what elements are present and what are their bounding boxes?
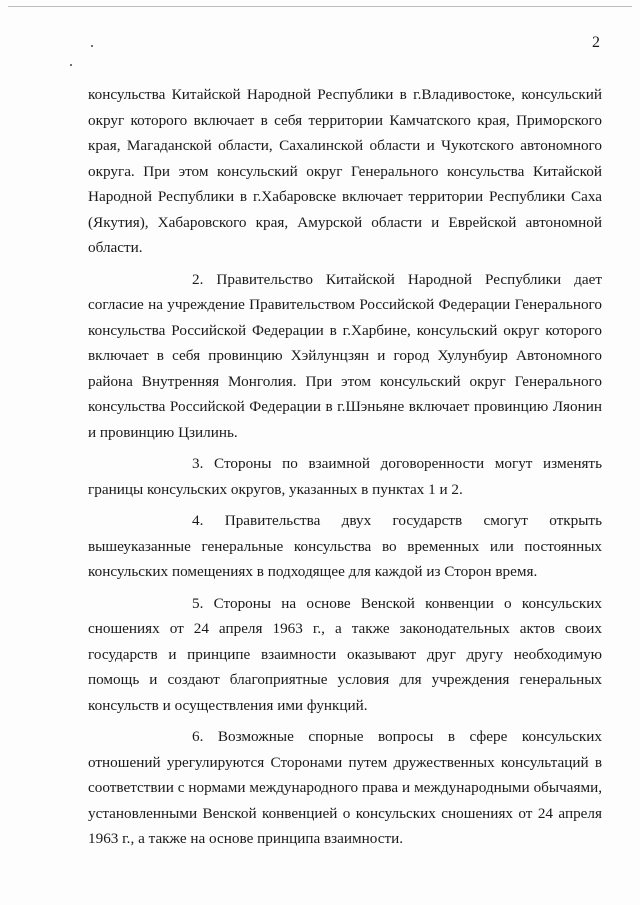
paragraph-number: 3. [192,455,204,472]
paragraph-number: 5. [192,594,204,612]
paragraph-2 [88,267,602,446]
paragraph-number: 6. [192,728,204,745]
paragraph-3 [88,451,602,502]
paragraph-5 [88,591,602,719]
document-body [88,82,602,858]
paragraph-text: консульства Китайской Народной Республики в г.Владивостоке, консульский округ которого включает в себя территории Камчатского края, Приморского края, Магаданской области, Сахалинской области и Чукотского автономного округа. При этом консульский округ Генерального консульства Китайской Народной Республики в г.Хабаровске включает территории Республики Саха (Якутия), Хабаровского края, Амурской области и Еврейской автономной области. [88,86,602,256]
paragraph-text: Возможные спорные вопросы в сфере консульских отношений урегулируются Сторонами путем дружественных консультаций в соответствии с нормами международного права и международными обычаями, установленными Венской конвенцией о консульских сношениях от 24 апреля 1963 г., а также на основе принципа взаимности. [88,728,603,847]
scan-top-edge [8,6,632,7]
paragraph-number: 2. [192,270,204,288]
paragraph-4 [88,508,602,585]
page-number: 2 [592,34,600,51]
paragraph-text: Правительства двух государств смогут открыть вышеуказанные генеральные консульства во временных или постоянных консульских помещениях в подходящее для каждой из Сторон время. [88,512,602,580]
scan-speck [70,64,72,66]
scan-speck [91,45,93,47]
paragraph-text: Правительство Китайской Народной Республики дает согласие на учреждение Правительством Российской Федерации Генерального консульства Российской Федерации в г.Харбине, консульский округ которого включает в себя провинцию Хэйлунцзян и город Хулунбуир Автономного района Внутренняя Монголия. При этом консульский округ Генерального консульства Российской Федерации в г.Шэньяне включает провинцию Ляонин и провинцию Цзилинь. [88,270,602,441]
paragraph-1-continued [88,82,602,261]
paragraph-number: 4. [192,512,204,529]
paragraph-6 [88,724,602,852]
paragraph-text: Стороны по взаимной договоренности могут изменять границы консульских округов, указанных в пунктах 1 и 2. [88,455,602,498]
paragraph-text: Стороны на основе Венской конвенции о консульских сношениях от 24 апреля 1963 г., а также законодательных актов своих государств и принципе взаимности оказывают друг другу необходимую помощь и создают благоприятные условия для учреждения генеральных консульств и осуществления ими функций. [88,594,602,714]
